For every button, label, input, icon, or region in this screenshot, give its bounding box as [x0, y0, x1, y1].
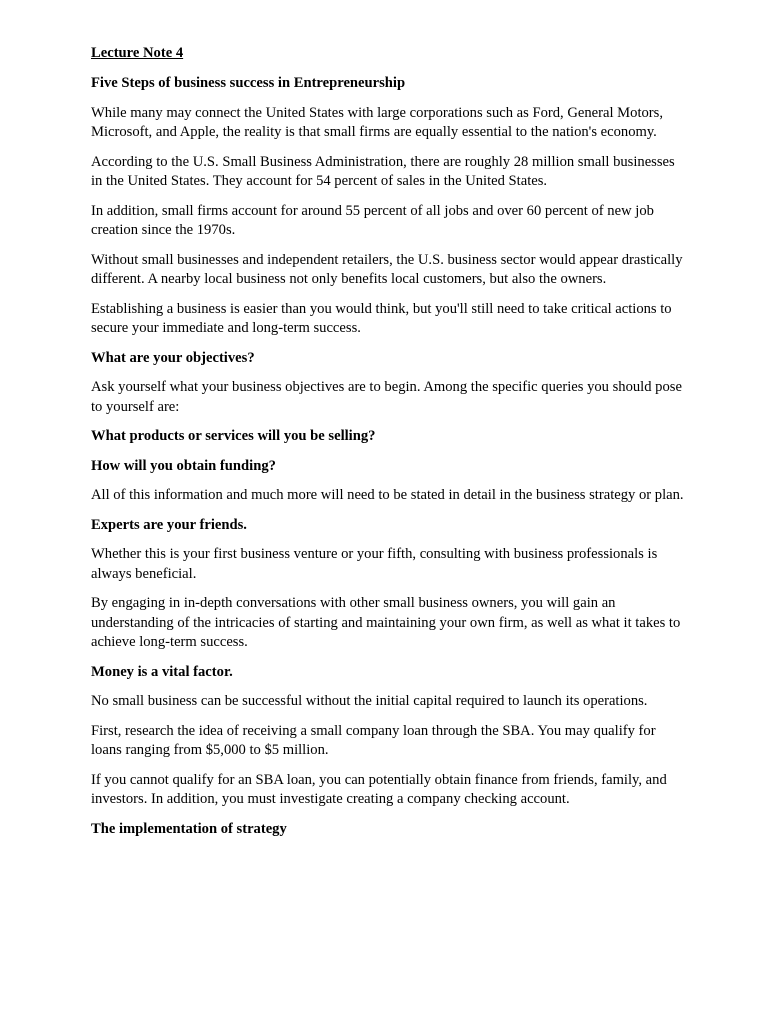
paragraph: Whether this is your first business venture or your fifth, consulting with business professionals is always beneficial. [91, 546, 658, 582]
section-heading: The implementation of strategy [91, 820, 287, 837]
paragraph: First, research the idea of receiving a small company loan through the SBA. You may qualify for loans ranging from $5,000 to $5 million. [91, 722, 656, 758]
paragraph: Ask yourself what your business objectives are to begin. Among the specific queries you should pose to yourself are: [91, 379, 682, 415]
paragraph: While many may connect the United States with large corporations such as Ford, General Motors, Microsoft, and Apple, the reality is that small firms are equally essential to the nation's economy. [91, 104, 663, 140]
paragraph: By engaging in in-depth conversations with other small business owners, you will gain an understanding of the intricacies of starting and maintaining your own firm, as well as what it takes to achieve long-term success. [91, 595, 681, 650]
paragraph: In addition, small firms account for around 55 percent of all jobs and over 60 percent of new job creation since the 1970s. [91, 202, 654, 238]
section-heading: Five Steps of business success in Entrepreneurship [91, 75, 406, 91]
section-heading: Money is a vital factor. [91, 663, 233, 680]
paragraph: Establishing a business is easier than you would think, but you'll still need to take critical actions to secure your immediate and long-term success. [91, 300, 672, 336]
section-heading: What products or services will you be selling? [91, 428, 376, 444]
paragraph: Without small businesses and independent retailers, the U.S. business sector would appear drastically different. A nearby local business not only benefits local customers, but also the owners. [91, 251, 683, 287]
paragraph: According to the U.S. Small Business Administration, there are roughly 28 million small businesses in the United States. They account for 54 percent of sales in the United States. [91, 153, 675, 189]
document-page [91, 44, 686, 849]
section-heading: How will you obtain funding? [91, 457, 276, 474]
document-title: Lecture Note 4 [91, 45, 184, 61]
section-heading: Experts are your friends. [91, 516, 247, 533]
paragraph: If you cannot qualify for an SBA loan, you can potentially obtain finance from friends, family, and investors. In addition, you must investigate creating a company checking account. [91, 771, 667, 807]
paragraph: No small business can be successful without the initial capital required to launch its operations. [91, 693, 648, 709]
section-heading: What are your objectives? [91, 349, 255, 366]
paragraph: All of this information and much more will need to be stated in detail in the business strategy or plan. [91, 487, 684, 503]
